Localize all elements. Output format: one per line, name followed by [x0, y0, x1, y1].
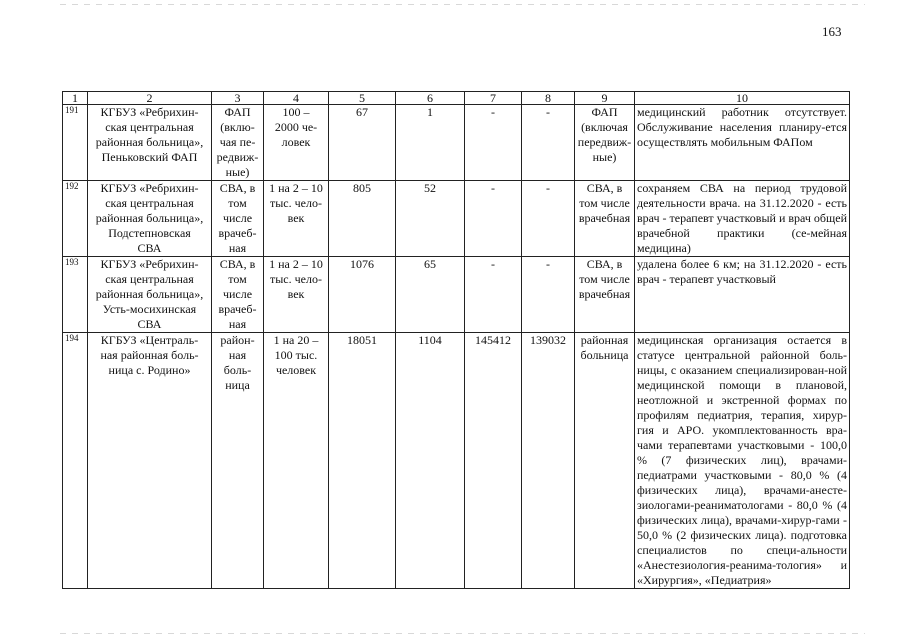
header-col-10: 10	[635, 92, 850, 105]
value-col-7: -	[465, 181, 522, 257]
header-col-5: 5	[329, 92, 396, 105]
planned-facility-type: районная больница	[575, 333, 635, 589]
header-col-2: 2	[88, 92, 212, 105]
row-number: 192	[63, 181, 88, 257]
comment: медицинская организация остается в статусе центральной районной боль-ницы, с оказанием специализирован-ной медицинской помощи в плановой, неотложной и экстренной формах по профилям педиатрия, терапия, хирур-гия и АРО. укомплектованность вра-чами терапевтами участковыми - 100,0 % (7 физических лиц), врачами-педиатрами участковыми - 80,0 % (4 физических лица), врачами-анесте-зиологами-реаниматологами - 80,0 % (4 физических лица), врачами-хирур-гами - 50,0 % (2 физических лица). подготовка специалистов по специ-альности «Анестезиология-реанима-тология» и «Хирургия», «Педиатрия»	[635, 333, 850, 589]
row-number: 194	[63, 333, 88, 589]
value-col-6: 65	[396, 257, 465, 333]
value-col-8: 139032	[522, 333, 575, 589]
table-row	[63, 333, 850, 589]
population-norm: 100 – 2000 че- ловек	[264, 105, 329, 181]
population-norm: 1 на 20 – 100 тыс. человек	[264, 333, 329, 589]
comment: медицинский работник отсутствует. Обслуживание населения планиру-ется осуществлять мобильным ФАПом	[635, 105, 850, 181]
value-col-5: 1076	[329, 257, 396, 333]
table-row	[63, 181, 850, 257]
row-number: 193	[63, 257, 88, 333]
facility-table	[62, 91, 850, 589]
header-col-9: 9	[575, 92, 635, 105]
facility-type: СВА, в том числе врачеб- ная	[212, 257, 264, 333]
header-col-4: 4	[264, 92, 329, 105]
value-col-8: -	[522, 105, 575, 181]
value-col-8: -	[522, 181, 575, 257]
value-col-5: 805	[329, 181, 396, 257]
organization-name: КГБУЗ «Ребрихин- ская центральная районная больница», Пеньковский ФАП	[88, 105, 212, 181]
value-col-5: 67	[329, 105, 396, 181]
value-col-6: 52	[396, 181, 465, 257]
header-col-1: 1	[63, 92, 88, 105]
scan-artifact-top	[60, 4, 865, 5]
comment: сохраняем СВА на период трудовой деятельности врача. на 31.12.2020 - есть врач - терапевт участковый и врач общей врачебной практики (се-мейная медицина)	[635, 181, 850, 257]
scan-artifact-bottom	[60, 633, 865, 634]
organization-name: КГБУЗ «Ребрихин- ская центральная районная больница», Подстепновская СВА	[88, 181, 212, 257]
planned-facility-type: ФАП (включая передвиж- ные)	[575, 105, 635, 181]
facility-type: СВА, в том числе врачеб- ная	[212, 181, 264, 257]
value-col-6: 1104	[396, 333, 465, 589]
value-col-8: -	[522, 257, 575, 333]
table-row	[63, 105, 850, 181]
organization-name: КГБУЗ «Централь- ная районная боль- ница с. Родино»	[88, 333, 212, 589]
header-col-6: 6	[396, 92, 465, 105]
planned-facility-type: СВА, в том числе врачебная	[575, 181, 635, 257]
value-col-7: -	[465, 105, 522, 181]
row-number: 191	[63, 105, 88, 181]
population-norm: 1 на 2 – 10 тыс. чело- век	[264, 181, 329, 257]
comment: удалена более 6 км; на 31.12.2020 - есть врач - терапевт участковый	[635, 257, 850, 333]
value-col-7: -	[465, 257, 522, 333]
header-row	[63, 92, 850, 105]
header-col-3: 3	[212, 92, 264, 105]
value-col-7: 145412	[465, 333, 522, 589]
population-norm: 1 на 2 – 10 тыс. чело- век	[264, 257, 329, 333]
planned-facility-type: СВА, в том числе врачебная	[575, 257, 635, 333]
organization-name: КГБУЗ «Ребрихин- ская центральная районная больница», Усть-мосихинская СВА	[88, 257, 212, 333]
facility-type: район- ная боль- ница	[212, 333, 264, 589]
header-col-7: 7	[465, 92, 522, 105]
value-col-5: 18051	[329, 333, 396, 589]
table-row	[63, 257, 850, 333]
facility-type: ФАП (вклю- чая пе- редвиж- ные)	[212, 105, 264, 181]
header-col-8: 8	[522, 92, 575, 105]
value-col-6: 1	[396, 105, 465, 181]
page-number: 163	[822, 24, 842, 39]
